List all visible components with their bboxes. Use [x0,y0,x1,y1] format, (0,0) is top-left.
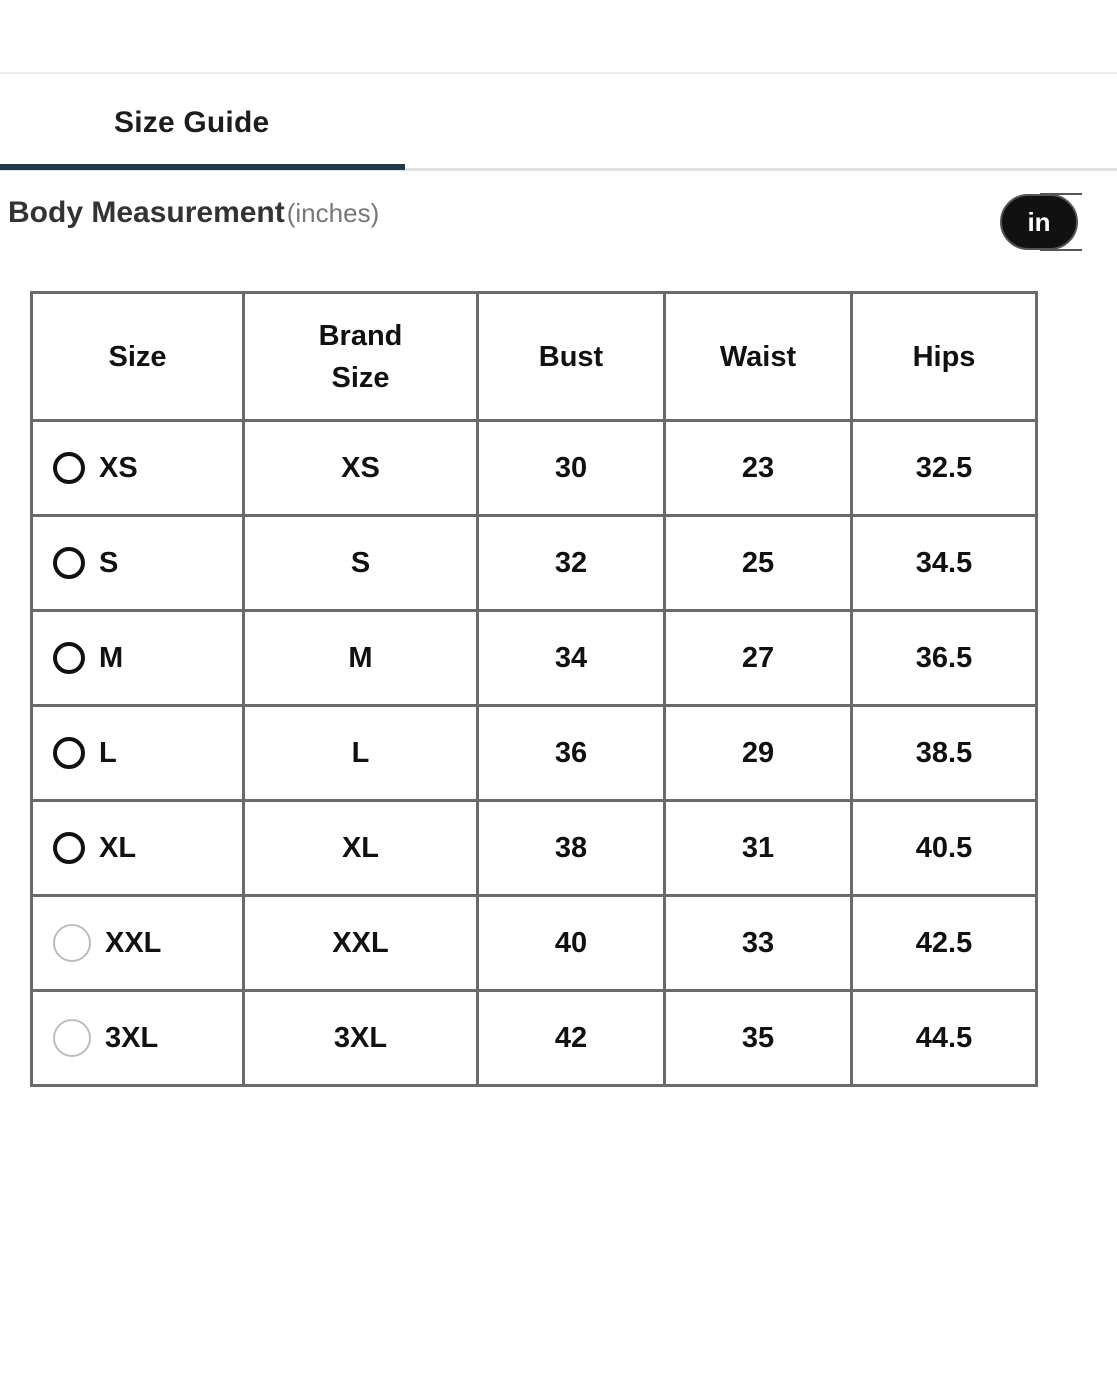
radio-button[interactable] [53,832,85,864]
bust-cell: 38 [478,801,665,896]
tab-size-guide-label: Size Guide [114,106,270,139]
size-option-l[interactable] [33,707,242,799]
bust-cell: 30 [478,421,665,516]
size-cell [32,611,244,706]
section-header [8,196,379,236]
table-row [32,991,1037,1086]
table-row [32,706,1037,801]
table-row [32,611,1037,706]
hips-cell: 40.5 [852,801,1037,896]
hips-cell: 44.5 [852,991,1037,1086]
hips-cell: 38.5 [852,706,1037,801]
brand-size-cell: XL [244,801,478,896]
size-cell [32,801,244,896]
size-label: L [99,736,117,769]
header-size: Size [32,293,244,421]
waist-cell: 29 [665,706,852,801]
size-cell [32,896,244,991]
tab-size-guide[interactable] [0,74,405,171]
waist-cell: 35 [665,991,852,1086]
table-row [32,421,1037,516]
size-label: XS [99,451,138,484]
brand-size-cell: XS [244,421,478,516]
size-table [30,291,1038,1087]
brand-size-cell: L [244,706,478,801]
size-option-xs[interactable] [33,422,242,514]
size-label: S [99,546,119,579]
size-option-m[interactable] [33,612,242,704]
bust-cell: 36 [478,706,665,801]
tab-bar [0,74,1117,172]
waist-cell: 33 [665,896,852,991]
bust-cell: 42 [478,991,665,1086]
radio-button-disabled[interactable] [53,924,91,962]
waist-cell: 31 [665,801,852,896]
radio-button-disabled[interactable] [53,1019,91,1057]
size-option-s[interactable] [33,517,242,609]
header-bust: Bust [478,293,665,421]
table-row [32,516,1037,611]
bust-cell: 34 [478,611,665,706]
active-tab-indicator [0,164,405,170]
header-brand-line2: Size [331,361,390,394]
hips-cell: 36.5 [852,611,1037,706]
section-unit-note: (inches) [286,198,380,228]
header-waist: Waist [665,293,852,421]
size-option-3xl[interactable] [33,992,242,1084]
size-label: 3XL [105,1021,159,1054]
header-brand-size [244,293,478,421]
size-cell [32,421,244,516]
table-row [32,896,1037,991]
size-label: M [99,641,124,674]
bust-cell: 32 [478,516,665,611]
brand-size-cell: 3XL [244,991,478,1086]
radio-button[interactable] [53,737,85,769]
table-header-row [32,293,1037,421]
size-label: XXL [105,926,162,959]
size-label: XL [99,831,137,864]
size-option-xxl[interactable] [33,897,242,989]
section-title: Body Measurement [8,196,285,229]
radio-button[interactable] [53,642,85,674]
waist-cell: 27 [665,611,852,706]
size-option-xl[interactable] [33,802,242,894]
table-row [32,801,1037,896]
size-cell [32,706,244,801]
size-cell [32,516,244,611]
brand-size-cell: S [244,516,478,611]
brand-size-cell: M [244,611,478,706]
size-cell [32,991,244,1086]
waist-cell: 25 [665,516,852,611]
radio-button[interactable] [53,452,85,484]
hips-cell: 34.5 [852,516,1037,611]
header-hips: Hips [852,293,1037,421]
brand-size-cell: XXL [244,896,478,991]
waist-cell: 23 [665,421,852,516]
radio-button[interactable] [53,547,85,579]
bust-cell: 40 [478,896,665,991]
hips-cell: 32.5 [852,421,1037,516]
hips-cell: 42.5 [852,896,1037,991]
unit-toggle-button[interactable]: in [1000,194,1078,250]
header-brand-line1: Brand [318,319,403,352]
